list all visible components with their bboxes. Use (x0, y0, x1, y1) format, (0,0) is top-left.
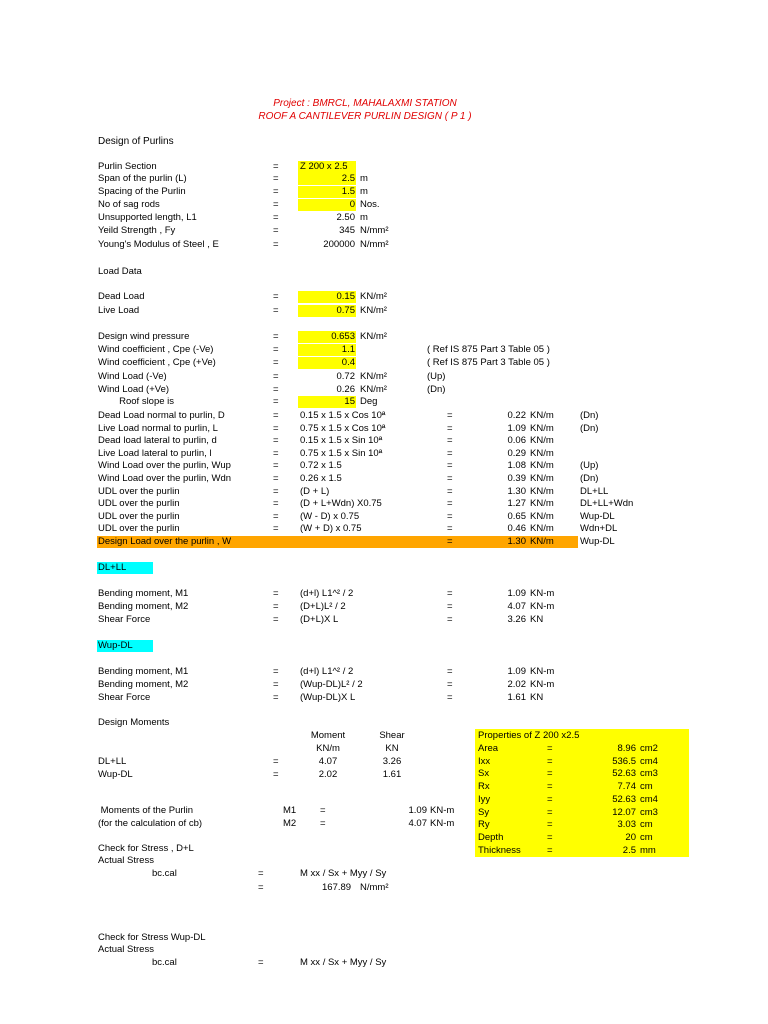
input-unit: N/mm² (360, 239, 389, 250)
wind-label: Wind Load (-Ve) (98, 371, 167, 382)
calc-label: Wind Load over the purlin, Wup (98, 460, 231, 471)
moment-formula: (D+L)X L (300, 614, 339, 625)
moment-label: Shear Force (98, 692, 151, 703)
case-tag-dl-ll: DL+LL (98, 562, 127, 573)
input-unit: Nos. (360, 199, 380, 210)
equals-sign: = (547, 807, 553, 818)
equals-sign: = (447, 614, 453, 625)
equals-sign: = (273, 212, 279, 223)
stress-check-title-2: Check for Stress Wup-DL (98, 932, 206, 943)
case-tag-wup-dl: Wup-DL (98, 640, 133, 651)
wind-label: Roof slope is (98, 396, 175, 407)
input-unit: m (360, 212, 368, 223)
equals-sign: = (547, 768, 553, 779)
equals-sign: = (447, 588, 453, 599)
property-value: 52.63 (612, 768, 636, 779)
calc-value: 0.46 (507, 523, 526, 534)
equals-sign: = (447, 692, 453, 703)
calc-note: (Up) (580, 460, 599, 471)
wind-label: Wind coefficient , Cpe (+Ve) (98, 357, 216, 368)
equals-sign: = (447, 410, 453, 421)
equals-sign: = (273, 511, 279, 522)
moment-label: Bending moment, M2 (98, 679, 189, 690)
equals-sign: = (273, 601, 279, 612)
property-label: Iyy (478, 794, 491, 805)
pm-unit: KN-m (430, 805, 455, 816)
actual-stress-label-2: Actual Stress (98, 944, 154, 955)
section-load-data: Load Data (98, 266, 142, 277)
equals-sign: = (447, 601, 453, 612)
moment-value: 1.61 (507, 692, 526, 703)
bc-cal-label-1: bc.cal (152, 868, 177, 879)
calc-note: DL+LL (580, 486, 609, 497)
equals-sign: = (273, 769, 279, 780)
equals-sign: = (273, 756, 279, 767)
calc-note: Wup-DL (580, 511, 615, 522)
equals-sign: = (547, 781, 553, 792)
equals-sign: = (447, 473, 453, 484)
wind-value: 0.26 (336, 384, 355, 395)
wind-value[interactable]: 0.653 (331, 331, 355, 342)
property-value: 536.5 (612, 756, 636, 767)
calc-formula: (D + L+Wdn) X0.75 (300, 498, 382, 509)
equals-sign: = (273, 523, 279, 534)
calc-unit: KN/m (530, 473, 554, 484)
property-unit: cm (640, 781, 653, 792)
wind-note: ( Ref IS 875 Part 3 Table 05 ) (427, 357, 550, 368)
equals-sign: = (273, 435, 279, 446)
input-unit: N/mm² (360, 225, 389, 236)
stress-value-1: 167.89 (322, 882, 352, 893)
moments-purlin-note: (for the calculation of cb) (98, 818, 203, 829)
equals-sign: = (273, 344, 279, 355)
moment-formula: (D+L)L² / 2 (300, 601, 346, 612)
section-design-of-purlins: Design of Purlins (98, 136, 174, 147)
calc-label: Live Load normal to purlin, L (98, 423, 218, 434)
wind-unit: KN/m² (360, 384, 387, 395)
stress-formula-2: M xx / Sx + Myy / Sy (300, 957, 387, 968)
moments-purlin-label: Moments of the Purlin (98, 805, 194, 816)
equals-sign: = (273, 486, 279, 497)
design-load-unit: KN/m (530, 536, 554, 547)
moment-value: 1.09 (507, 588, 526, 599)
equals-sign: = (447, 498, 453, 509)
property-value: 7.74 (617, 781, 636, 792)
moment-unit: KN-m (530, 679, 555, 690)
calc-value: 0.65 (507, 511, 526, 522)
calc-unit: KN/m (530, 423, 554, 434)
wind-note: ( Ref IS 875 Part 3 Table 05 ) (427, 344, 550, 355)
equals-sign: = (273, 473, 279, 484)
wind-value[interactable]: 15 (344, 396, 355, 407)
equals-sign: = (273, 384, 279, 395)
equals-sign: = (447, 536, 453, 547)
design-load-value: 1.30 (507, 536, 526, 547)
equals-sign: = (258, 957, 264, 968)
col-shear-unit: KN (385, 743, 399, 754)
stress-formula-1: M xx / Sx + Myy / Sy (300, 868, 387, 879)
calc-label: UDL over the purlin (98, 486, 180, 497)
moment-value: 4.07 (507, 601, 526, 612)
calc-label: Wind Load over the purlin, Wdn (98, 473, 232, 484)
wind-value[interactable]: 0.4 (341, 357, 355, 368)
property-unit: cm3 (640, 807, 658, 818)
equals-sign: = (273, 225, 279, 236)
stress-unit-1: N/mm² (360, 882, 389, 893)
property-unit: cm (640, 819, 653, 830)
property-value: 3.03 (617, 819, 636, 830)
input-value[interactable]: 2.5 (341, 173, 355, 184)
calc-unit: KN/m (530, 435, 554, 446)
moment-unit: KN-m (530, 588, 555, 599)
equals-sign: = (273, 588, 279, 599)
property-label: Rx (478, 781, 490, 792)
property-value: 8.96 (617, 743, 636, 754)
calc-value: 1.09 (507, 423, 526, 434)
calc-note: Wdn+DL (580, 523, 618, 534)
calc-formula: 0.15 x 1.5 x Sin 10ª (300, 435, 383, 446)
property-label: Area (478, 743, 499, 754)
input-value[interactable]: 0 (349, 199, 355, 210)
calc-value: 0.06 (507, 435, 526, 446)
input-label: Young's Modulus of Steel , E (98, 239, 219, 250)
calc-formula: 0.75 x 1.5 x Cos 10ª (300, 423, 386, 434)
calc-unit: KN/m (530, 511, 554, 522)
wind-value[interactable]: 1.1 (341, 344, 355, 355)
equals-sign: = (273, 448, 279, 459)
calc-value: 0.22 (507, 410, 526, 421)
equals-sign: = (447, 435, 453, 446)
calc-unit: KN/m (530, 410, 554, 421)
moment-value: 2.02 (507, 679, 526, 690)
equals-sign: = (447, 679, 453, 690)
equals-sign: = (273, 410, 279, 421)
load-value[interactable]: 0.15 (336, 291, 355, 302)
equals-sign: = (447, 448, 453, 459)
equals-sign: = (273, 614, 279, 625)
calc-unit: KN/m (530, 486, 554, 497)
equals-sign: = (273, 173, 279, 184)
wind-note: (Up) (427, 371, 446, 382)
calc-value: 0.39 (507, 473, 526, 484)
calc-label: UDL over the purlin (98, 498, 180, 509)
equals-sign: = (273, 423, 279, 434)
calc-note: DL+LL+Wdn (580, 498, 634, 509)
equals-sign: = (547, 756, 553, 767)
input-value: 200000 (323, 239, 355, 250)
property-value: 12.07 (612, 807, 636, 818)
calc-formula: 0.72 x 1.5 (300, 460, 342, 471)
pm-name: M1 (283, 805, 297, 816)
project-title: Project : BMRCL, MAHALAXMI STATION (273, 98, 457, 109)
load-value[interactable]: 0.75 (336, 305, 355, 316)
equals-sign: = (447, 523, 453, 534)
moment-unit: KN (530, 614, 544, 625)
equals-sign: = (273, 692, 279, 703)
calc-unit: KN/m (530, 498, 554, 509)
input-value[interactable]: Z 200 x 2.5 (300, 161, 348, 172)
property-unit: cm4 (640, 794, 658, 805)
col-shear-header: Shear (379, 730, 405, 741)
moment-formula: (d+l) L1^² / 2 (300, 666, 354, 677)
input-unit: m (360, 173, 368, 184)
calc-note: (Dn) (580, 410, 599, 421)
calc-formula: 0.15 x 1.5 x Cos 10ª (300, 410, 386, 421)
equals-sign: = (547, 845, 553, 856)
wind-label: Wind Load (+Ve) (98, 384, 170, 395)
load-label: Live Load (98, 305, 140, 316)
equals-sign: = (320, 818, 326, 829)
calc-note: (Dn) (580, 473, 599, 484)
equals-sign: = (273, 371, 279, 382)
load-unit: KN/m² (360, 305, 387, 316)
property-value: 2.5 (622, 845, 636, 856)
moment-formula: (Wup-DL)X L (300, 692, 356, 703)
calc-formula: (W + D) x 0.75 (300, 523, 362, 534)
property-value: 52.63 (612, 794, 636, 805)
calc-label: UDL over the purlin (98, 511, 180, 522)
equals-sign: = (547, 819, 553, 830)
input-value: 2.50 (336, 212, 355, 223)
calc-label: Dead load lateral to purlin, d (98, 435, 217, 446)
equals-sign: = (273, 161, 279, 172)
property-unit: cm4 (640, 756, 658, 767)
load-unit: KN/m² (360, 291, 387, 302)
property-label: Thickness (478, 845, 521, 856)
input-label: Yeild Strength , Fy (98, 225, 176, 236)
equals-sign: = (273, 305, 279, 316)
moment-unit: KN-m (530, 601, 555, 612)
property-label: Sx (478, 768, 490, 779)
dm-shear: 3.26 (382, 756, 402, 767)
calc-label: Dead Load normal to purlin, D (98, 410, 225, 421)
equals-sign: = (273, 199, 279, 210)
equals-sign: = (547, 832, 553, 843)
pm-unit: KN-m (430, 818, 455, 829)
calc-note: (Dn) (580, 423, 599, 434)
load-label: Dead Load (98, 291, 145, 302)
equals-sign: = (273, 357, 279, 368)
input-label: Spacing of the Purlin (98, 186, 186, 197)
moment-unit: KN (530, 692, 544, 703)
property-unit: cm2 (640, 743, 658, 754)
wind-unit: Deg (360, 396, 378, 407)
equals-sign: = (273, 679, 279, 690)
calc-label: UDL over the purlin (98, 523, 180, 534)
wind-unit: KN/m² (360, 371, 387, 382)
col-moment-unit: KN/m (316, 743, 340, 754)
design-load-note: Wup-DL (580, 536, 615, 547)
col-moment-header: Moment (310, 730, 346, 741)
wind-label: Design wind pressure (98, 331, 190, 342)
input-unit: m (360, 186, 368, 197)
dm-label: Wup-DL (98, 769, 133, 780)
design-subtitle: ROOF A CANTILEVER PURLIN DESIGN ( P 1 ) (258, 111, 472, 122)
equals-sign: = (273, 498, 279, 509)
equals-sign: = (447, 423, 453, 434)
input-label: Unsupported length, L1 (98, 212, 197, 223)
equals-sign: = (258, 882, 264, 893)
property-unit: cm3 (640, 768, 658, 779)
equals-sign: = (320, 805, 326, 816)
design-moments-title: Design Moments (98, 717, 170, 728)
dm-moment: 2.02 (318, 769, 338, 780)
actual-stress-label-1: Actual Stress (98, 855, 154, 866)
pm-value: 1.09 (408, 805, 427, 816)
equals-sign: = (273, 291, 279, 302)
calc-value: 1.30 (507, 486, 526, 497)
equals-sign: = (273, 460, 279, 471)
moment-label: Bending moment, M2 (98, 601, 189, 612)
equals-sign: = (447, 666, 453, 677)
properties-title: Properties of Z 200 x2.5 (478, 730, 580, 741)
equals-sign: = (273, 239, 279, 250)
equals-sign: = (447, 486, 453, 497)
input-label: No of sag rods (98, 199, 160, 210)
calc-unit: KN/m (530, 523, 554, 534)
property-label: Ixx (478, 756, 491, 767)
input-label: Purlin Section (98, 161, 157, 172)
calc-formula: 0.75 x 1.5 x Sin 10ª (300, 448, 383, 459)
equals-sign: = (447, 511, 453, 522)
property-unit: cm (640, 832, 653, 843)
equals-sign: = (547, 794, 553, 805)
moment-value: 3.26 (507, 614, 526, 625)
pm-name: M2 (283, 818, 297, 829)
calc-unit: KN/m (530, 460, 554, 471)
calc-value: 1.08 (507, 460, 526, 471)
equals-sign: = (273, 666, 279, 677)
dm-moment: 4.07 (318, 756, 338, 767)
wind-unit: KN/m² (360, 331, 387, 342)
wind-note: (Dn) (427, 384, 446, 395)
moment-formula: (d+l) L1^² / 2 (300, 588, 354, 599)
moment-label: Bending moment, M1 (98, 666, 189, 677)
input-value: 345 (339, 225, 355, 236)
input-label: Span of the purlin (L) (98, 173, 187, 184)
property-value: 20 (625, 832, 636, 843)
calc-value: 0.29 (507, 448, 526, 459)
stress-check-title-1: Check for Stress , D+L (98, 843, 194, 854)
equals-sign: = (273, 186, 279, 197)
property-label: Depth (478, 832, 504, 843)
property-label: Sy (478, 807, 490, 818)
equals-sign: = (258, 868, 264, 879)
moment-label: Bending moment, M1 (98, 588, 189, 599)
equals-sign: = (273, 331, 279, 342)
dm-shear: 1.61 (382, 769, 402, 780)
input-value[interactable]: 1.5 (341, 186, 355, 197)
bc-cal-label-2: bc.cal (152, 957, 177, 968)
property-label: Ry (478, 819, 490, 830)
wind-label: Wind coefficient , Cpe (-Ve) (98, 344, 214, 355)
equals-sign: = (447, 460, 453, 471)
design-load-label: Design Load over the purlin , W (98, 536, 232, 547)
pm-value: 4.07 (408, 818, 427, 829)
moment-formula: (Wup-DL)L² / 2 (300, 679, 363, 690)
moment-unit: KN-m (530, 666, 555, 677)
wind-value: 0.72 (336, 371, 355, 382)
dm-label: DL+LL (98, 756, 127, 767)
moment-value: 1.09 (507, 666, 526, 677)
calc-formula: (W - D) x 0.75 (300, 511, 360, 522)
calc-formula: (D + L) (300, 486, 330, 497)
moment-label: Shear Force (98, 614, 151, 625)
calc-label: Live Load lateral to purlin, l (98, 448, 212, 459)
calc-unit: KN/m (530, 448, 554, 459)
property-unit: mm (640, 845, 656, 856)
calc-formula: 0.26 x 1.5 (300, 473, 342, 484)
equals-sign: = (547, 743, 553, 754)
calc-value: 1.27 (507, 498, 526, 509)
equals-sign: = (273, 396, 279, 407)
